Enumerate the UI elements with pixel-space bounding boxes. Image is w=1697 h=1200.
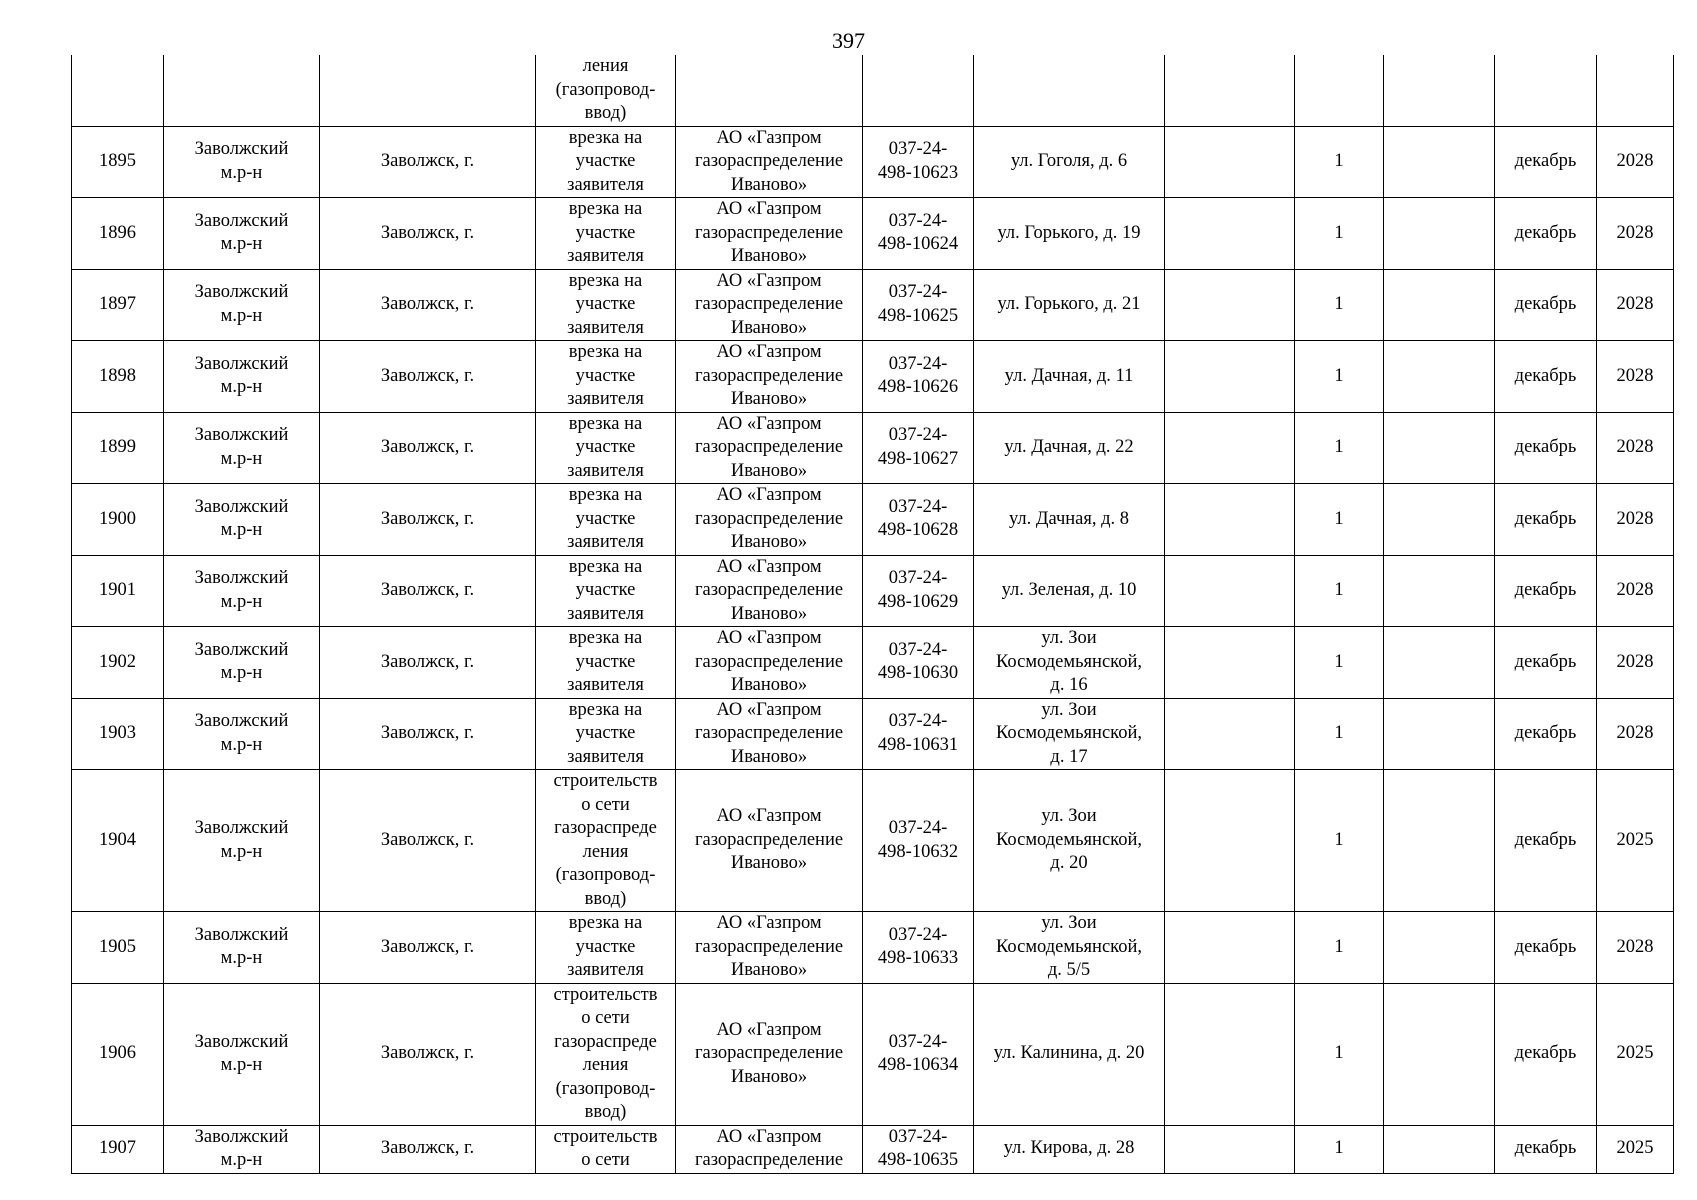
cell-qty: 1 (1295, 912, 1384, 984)
cell-no: 1903 (72, 698, 164, 770)
cell-qty: 1 (1295, 341, 1384, 413)
cell-method: врезка на участке заявителя (536, 912, 676, 984)
table-row (72, 198, 1674, 270)
cell-no: 1898 (72, 341, 164, 413)
cell-settlement: Заволжск, г. (320, 341, 536, 413)
cell-method: ления (газопровод- ввод) (536, 55, 676, 126)
table-row (72, 627, 1674, 699)
cell-district: Заволжский м.р-н (164, 912, 320, 984)
cell-district: Заволжский м.р-н (164, 983, 320, 1125)
cell-month: декабрь (1495, 983, 1597, 1125)
cell-qty: 1 (1295, 627, 1384, 699)
cell-month (1495, 55, 1597, 126)
cell-no: 1899 (72, 412, 164, 484)
cell-year: 2025 (1597, 983, 1674, 1125)
cell-year: 2028 (1597, 341, 1674, 413)
cell-code: 037-24- 498-10633 (863, 912, 974, 984)
cell-month: декабрь (1495, 126, 1597, 198)
table-row (72, 1125, 1674, 1173)
cell-address: ул. Дачная, д. 8 (974, 484, 1165, 556)
cell-year: 2028 (1597, 198, 1674, 270)
cell-empty-a (1165, 484, 1295, 556)
table-row (72, 269, 1674, 341)
cell-month: декабрь (1495, 627, 1597, 699)
cell-qty: 1 (1295, 770, 1384, 912)
cell-qty: 1 (1295, 198, 1384, 270)
cell-district: Заволжский м.р-н (164, 341, 320, 413)
cell-empty-b (1384, 627, 1495, 699)
cell-district: Заволжский м.р-н (164, 698, 320, 770)
cell-empty-a (1165, 698, 1295, 770)
table-row (72, 126, 1674, 198)
cell-qty: 1 (1295, 126, 1384, 198)
cell-org: АО «Газпром газораспределение Иваново» (676, 770, 863, 912)
cell-empty-b (1384, 126, 1495, 198)
cell-settlement: Заволжск, г. (320, 1125, 536, 1173)
cell-address: ул. Зои Космодемьянской, д. 20 (974, 770, 1165, 912)
cell-empty-b (1384, 198, 1495, 270)
cell-empty-a (1165, 412, 1295, 484)
cell-qty: 1 (1295, 1125, 1384, 1173)
cell-settlement: Заволжск, г. (320, 412, 536, 484)
cell-method: строительств о сети (536, 1125, 676, 1173)
cell-district: Заволжский м.р-н (164, 770, 320, 912)
cell-year: 2025 (1597, 1125, 1674, 1173)
cell-empty-a (1165, 912, 1295, 984)
cell-district: Заволжский м.р-н (164, 555, 320, 627)
cell-year: 2028 (1597, 412, 1674, 484)
cell-address: ул. Зои Космодемьянской, д. 5/5 (974, 912, 1165, 984)
cell-year (1597, 55, 1674, 126)
continuation-row (72, 55, 1674, 126)
cell-method: врезка на участке заявителя (536, 555, 676, 627)
cell-month: декабрь (1495, 912, 1597, 984)
page-number: 397 (832, 28, 865, 53)
cell-no: 1904 (72, 770, 164, 912)
cell-month: декабрь (1495, 269, 1597, 341)
cell-month: декабрь (1495, 484, 1597, 556)
table-row (72, 983, 1674, 1125)
cell-district: Заволжский м.р-н (164, 484, 320, 556)
cell-year: 2028 (1597, 484, 1674, 556)
cell-month: декабрь (1495, 198, 1597, 270)
cell-settlement: Заволжск, г. (320, 484, 536, 556)
cell-district: Заволжский м.р-н (164, 198, 320, 270)
cell-org: АО «Газпром газораспределение Иваново» (676, 627, 863, 699)
cell-org: АО «Газпром газораспределение Иваново» (676, 412, 863, 484)
cell-district (164, 55, 320, 126)
cell-no (72, 55, 164, 126)
cell-empty-b (1384, 341, 1495, 413)
cell-district: Заволжский м.р-н (164, 269, 320, 341)
cell-year: 2025 (1597, 770, 1674, 912)
cell-code (863, 55, 974, 126)
cell-year: 2028 (1597, 698, 1674, 770)
cell-org: АО «Газпром газораспределение Иваново» (676, 341, 863, 413)
cell-qty: 1 (1295, 412, 1384, 484)
cell-qty: 1 (1295, 269, 1384, 341)
cell-settlement: Заволжск, г. (320, 627, 536, 699)
cell-org: АО «Газпром газораспределение Иваново» (676, 126, 863, 198)
cell-method: врезка на участке заявителя (536, 698, 676, 770)
cell-address (974, 55, 1165, 126)
cell-empty-a (1165, 55, 1295, 126)
cell-org: АО «Газпром газораспределение Иваново» (676, 198, 863, 270)
cell-address: ул. Горького, д. 21 (974, 269, 1165, 341)
cell-address: ул. Калинина, д. 20 (974, 983, 1165, 1125)
cell-no: 1905 (72, 912, 164, 984)
table-row (72, 770, 1674, 912)
cell-code: 037-24- 498-10624 (863, 198, 974, 270)
cell-month: декабрь (1495, 770, 1597, 912)
cell-code: 037-24- 498-10629 (863, 555, 974, 627)
cell-code: 037-24- 498-10630 (863, 627, 974, 699)
cell-address: ул. Зеленая, д. 10 (974, 555, 1165, 627)
cell-code: 037-24- 498-10623 (863, 126, 974, 198)
cell-empty-b (1384, 1125, 1495, 1173)
cell-method: врезка на участке заявителя (536, 126, 676, 198)
cell-settlement (320, 55, 536, 126)
cell-year: 2028 (1597, 269, 1674, 341)
table-row (72, 555, 1674, 627)
cell-code: 037-24- 498-10626 (863, 341, 974, 413)
cell-empty-b (1384, 698, 1495, 770)
cell-month: декабрь (1495, 341, 1597, 413)
cell-empty-a (1165, 1125, 1295, 1173)
cell-qty: 1 (1295, 484, 1384, 556)
cell-no: 1907 (72, 1125, 164, 1173)
cell-org: АО «Газпром газораспределение Иваново» (676, 269, 863, 341)
table-body (72, 55, 1674, 1173)
cell-org: АО «Газпром газораспределение Иваново» (676, 484, 863, 556)
cell-month: декабрь (1495, 412, 1597, 484)
cell-code: 037-24- 498-10635 (863, 1125, 974, 1173)
cell-settlement: Заволжск, г. (320, 983, 536, 1125)
cell-empty-b (1384, 983, 1495, 1125)
cell-org: АО «Газпром газораспределение Иваново» (676, 983, 863, 1125)
cell-district: Заволжский м.р-н (164, 627, 320, 699)
cell-address: ул. Зои Космодемьянской, д. 16 (974, 627, 1165, 699)
cell-settlement: Заволжск, г. (320, 555, 536, 627)
cell-org: АО «Газпром газораспределение (676, 1125, 863, 1173)
cell-year: 2028 (1597, 126, 1674, 198)
cell-code: 037-24- 498-10634 (863, 983, 974, 1125)
cell-district: Заволжский м.р-н (164, 126, 320, 198)
cell-no: 1895 (72, 126, 164, 198)
cell-no: 1906 (72, 983, 164, 1125)
cell-empty-b (1384, 269, 1495, 341)
table-row (72, 412, 1674, 484)
cell-address: ул. Дачная, д. 11 (974, 341, 1165, 413)
cell-org: АО «Газпром газораспределение Иваново» (676, 912, 863, 984)
cell-settlement: Заволжск, г. (320, 198, 536, 270)
cell-qty: 1 (1295, 698, 1384, 770)
cell-empty-a (1165, 126, 1295, 198)
cell-empty-a (1165, 983, 1295, 1125)
cell-year: 2028 (1597, 627, 1674, 699)
cell-org (676, 55, 863, 126)
cell-district: Заволжский м.р-н (164, 1125, 320, 1173)
cell-empty-b (1384, 555, 1495, 627)
cell-address: ул. Гоголя, д. 6 (974, 126, 1165, 198)
cell-method: строительств о сети газораспреде ления (газопровод- ввод) (536, 770, 676, 912)
cell-method: строительств о сети газораспреде ления (газопровод- ввод) (536, 983, 676, 1125)
cell-qty (1295, 55, 1384, 126)
cell-code: 037-24- 498-10627 (863, 412, 974, 484)
cell-settlement: Заволжск, г. (320, 126, 536, 198)
cell-qty: 1 (1295, 983, 1384, 1125)
cell-empty-a (1165, 198, 1295, 270)
cell-method: врезка на участке заявителя (536, 269, 676, 341)
cell-org: АО «Газпром газораспределение Иваново» (676, 555, 863, 627)
cell-settlement: Заволжск, г. (320, 269, 536, 341)
cell-address: ул. Зои Космодемьянской, д. 17 (974, 698, 1165, 770)
cell-empty-b (1384, 484, 1495, 556)
cell-empty-a (1165, 627, 1295, 699)
cell-no: 1897 (72, 269, 164, 341)
cell-empty-b (1384, 912, 1495, 984)
cell-no: 1900 (72, 484, 164, 556)
cell-no: 1902 (72, 627, 164, 699)
cell-code: 037-24- 498-10631 (863, 698, 974, 770)
cell-method: врезка на участке заявителя (536, 412, 676, 484)
cell-method: врезка на участке заявителя (536, 198, 676, 270)
cell-address: ул. Дачная, д. 22 (974, 412, 1165, 484)
table-row (72, 698, 1674, 770)
table-row (72, 341, 1674, 413)
cell-address: ул. Горького, д. 19 (974, 198, 1165, 270)
cell-qty: 1 (1295, 555, 1384, 627)
cell-empty-a (1165, 341, 1295, 413)
cell-month: декабрь (1495, 1125, 1597, 1173)
cell-year: 2028 (1597, 912, 1674, 984)
cell-address: ул. Кирова, д. 28 (974, 1125, 1165, 1173)
cell-no: 1896 (72, 198, 164, 270)
cell-settlement: Заволжск, г. (320, 912, 536, 984)
cell-method: врезка на участке заявителя (536, 627, 676, 699)
registry-table (71, 55, 1674, 1174)
table-row (72, 912, 1674, 984)
cell-code: 037-24- 498-10628 (863, 484, 974, 556)
cell-empty-b (1384, 770, 1495, 912)
cell-settlement: Заволжск, г. (320, 770, 536, 912)
cell-empty-a (1165, 269, 1295, 341)
cell-month: декабрь (1495, 698, 1597, 770)
cell-month: декабрь (1495, 555, 1597, 627)
cell-code: 037-24- 498-10625 (863, 269, 974, 341)
cell-year: 2028 (1597, 555, 1674, 627)
table-row (72, 484, 1674, 556)
cell-empty-b (1384, 412, 1495, 484)
cell-empty-b (1384, 55, 1495, 126)
cell-settlement: Заволжск, г. (320, 698, 536, 770)
cell-no: 1901 (72, 555, 164, 627)
cell-method: врезка на участке заявителя (536, 484, 676, 556)
cell-method: врезка на участке заявителя (536, 341, 676, 413)
cell-empty-a (1165, 555, 1295, 627)
cell-district: Заволжский м.р-н (164, 412, 320, 484)
cell-org: АО «Газпром газораспределение Иваново» (676, 698, 863, 770)
cell-code: 037-24- 498-10632 (863, 770, 974, 912)
cell-empty-a (1165, 770, 1295, 912)
